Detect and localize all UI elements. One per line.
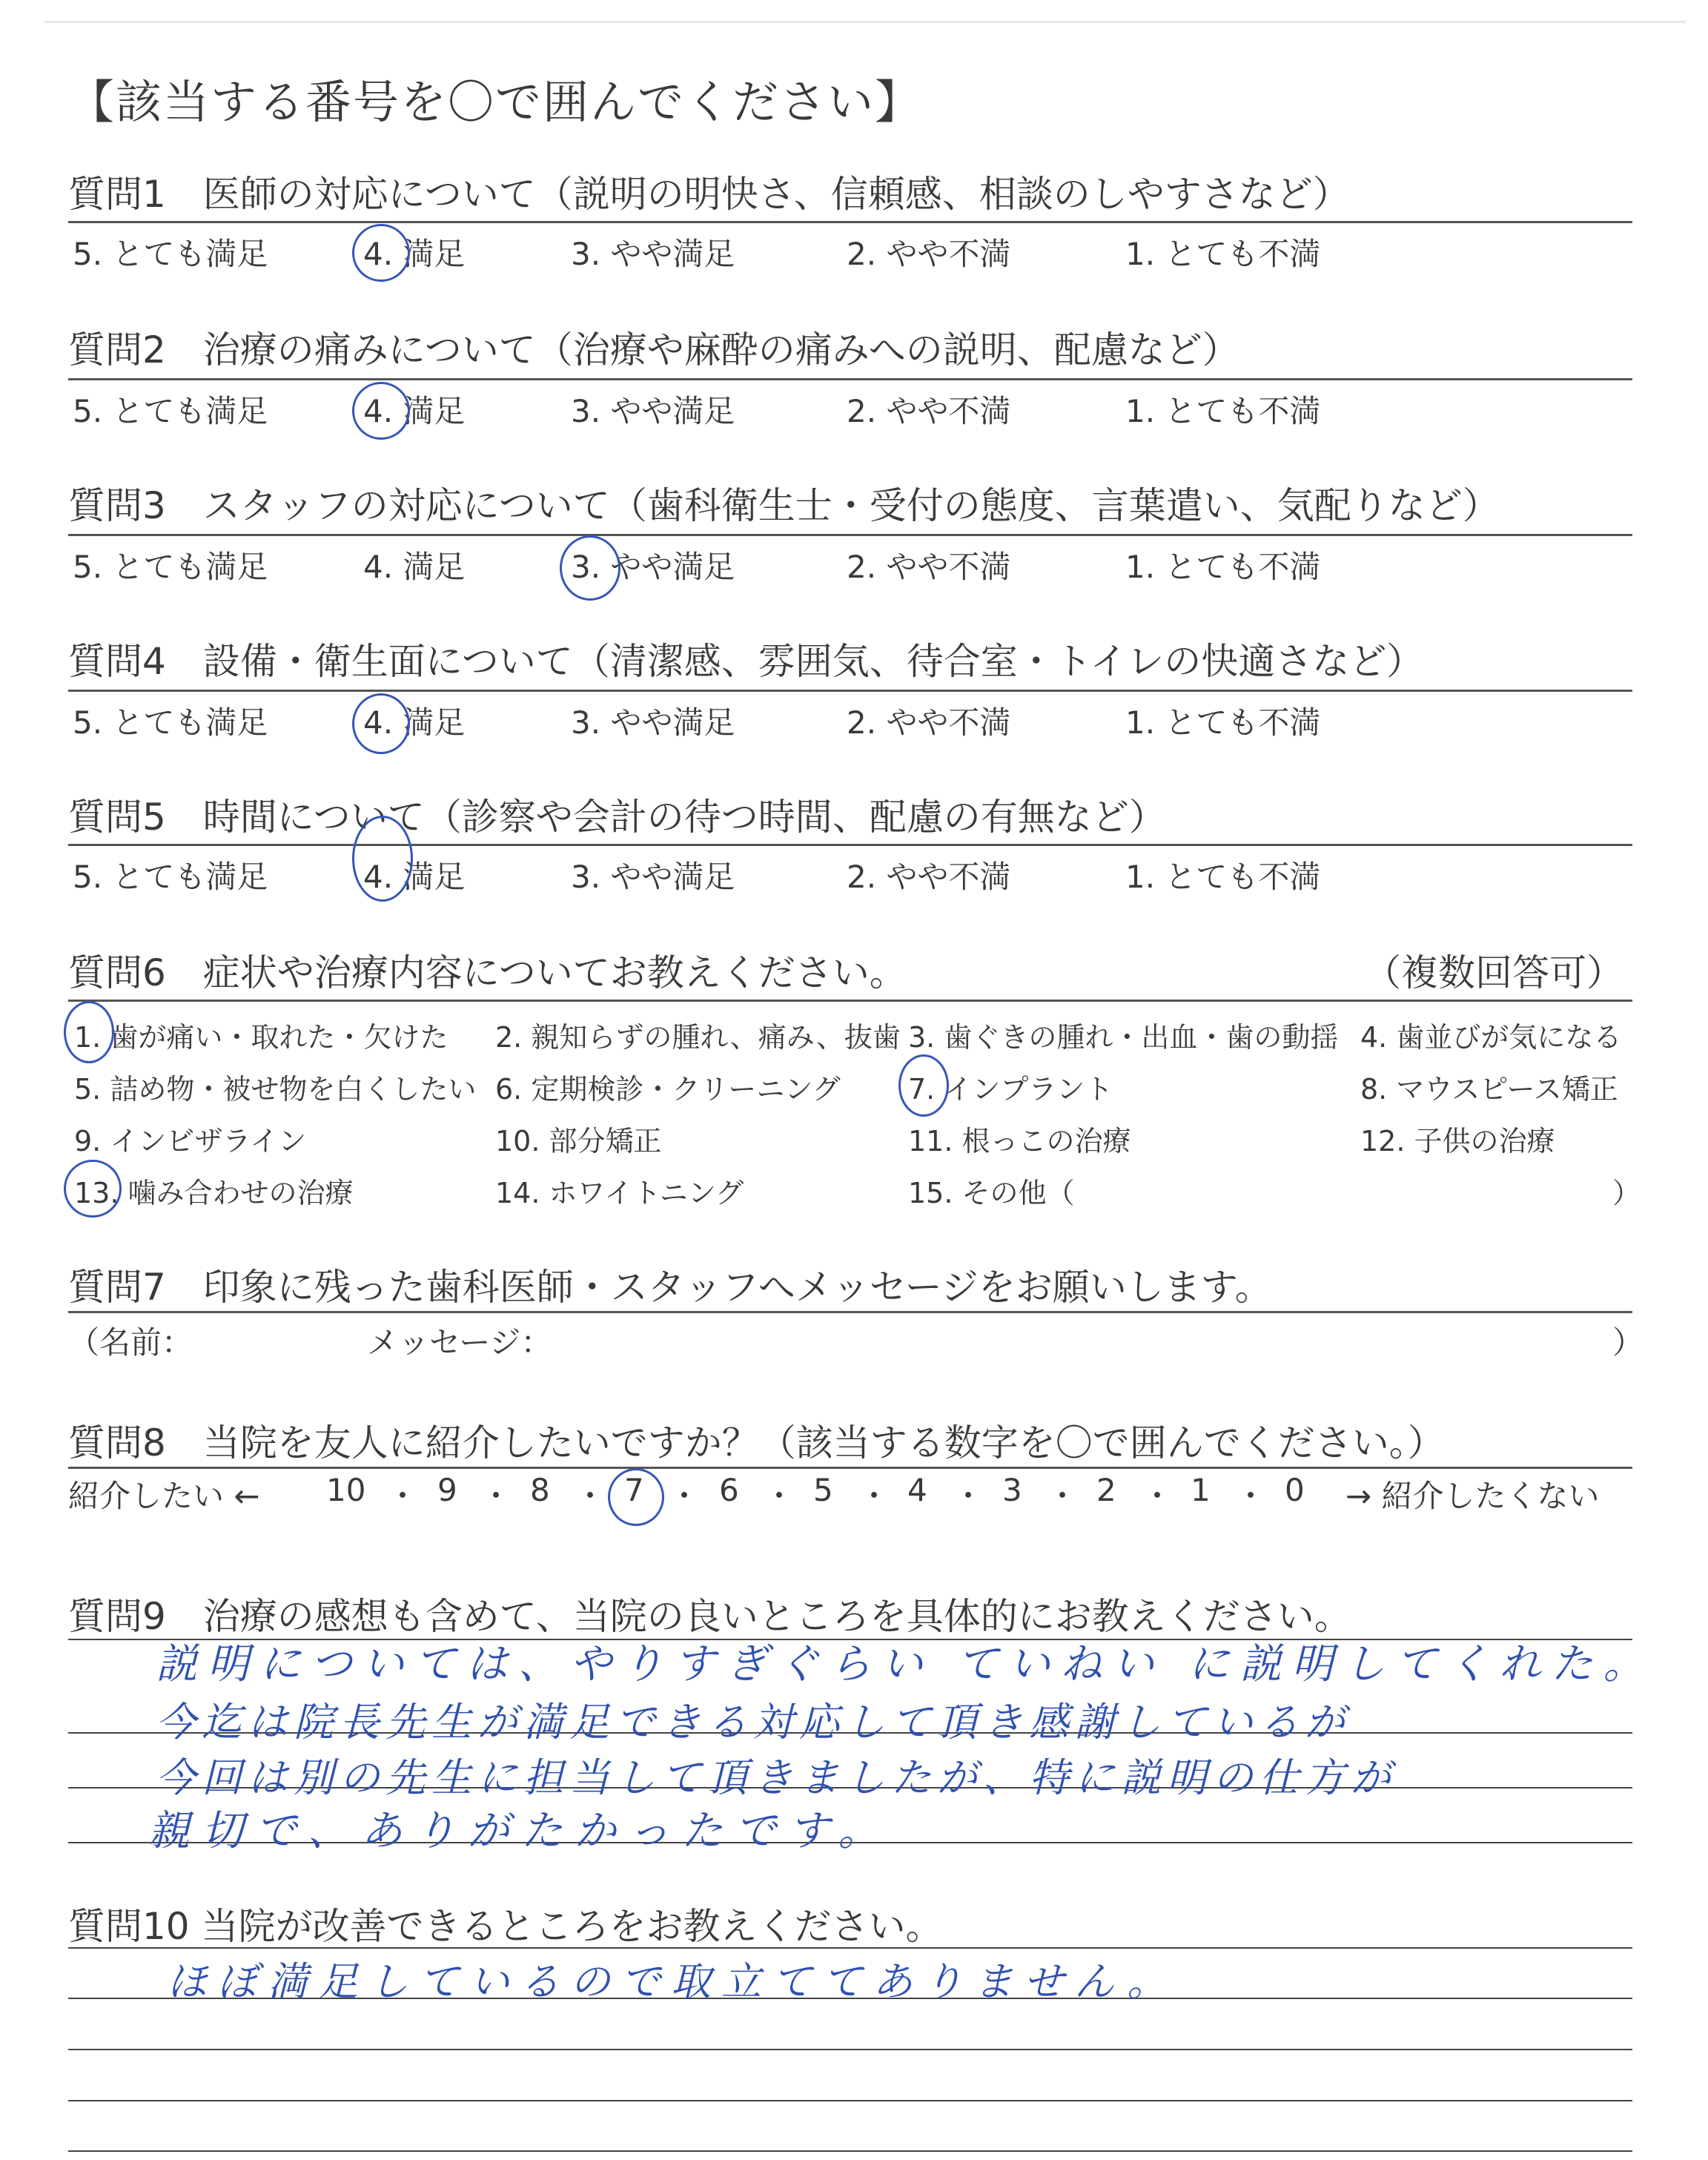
q1-rule — [68, 221, 1632, 223]
q8-scale-4[interactable]: 4 — [907, 1472, 927, 1508]
q2-option-5[interactable]: 5. とても満足 — [73, 393, 268, 429]
q2-selected-circle — [352, 382, 410, 440]
q3-option-5[interactable]: 5. とても満足 — [73, 549, 268, 585]
q5-rule — [68, 844, 1632, 846]
q8-separator: ・ — [858, 1478, 890, 1514]
q7-title: 質問7 印象に残った歯科医師・スタッフへメッセージをお願いします。 — [68, 1266, 1272, 1309]
q2-title: 質問2 治療の痛みについて（治療や麻酔の痛みへの説明、配慮など） — [68, 328, 1239, 371]
q8-rule — [68, 1467, 1632, 1469]
q5-title: 質問5 時間について（診察や会計の待つ時間、配慮の有無など） — [68, 796, 1166, 839]
q8-scale-2[interactable]: 2 — [1096, 1472, 1116, 1508]
q6-option-10[interactable]: 10. 部分矯正 — [495, 1125, 662, 1157]
q5-option-4[interactable]: 4. 満足 — [363, 859, 466, 895]
page-heading: 【該当する番号を〇で囲んでください】 — [68, 75, 923, 129]
q6-note: （複数回答可） — [1364, 951, 1623, 994]
q6-rule — [68, 1000, 1632, 1002]
q7-close: ） — [1612, 1324, 1644, 1361]
q6-option-5[interactable]: 5. 詰め物・被せ物を白くしたい — [74, 1073, 477, 1106]
q4-option-4[interactable]: 4. 満足 — [363, 704, 466, 741]
q4-option-3[interactable]: 3. やや満足 — [571, 704, 735, 741]
q9-handwritten-line-2: 今迄は院長先生が満足できる対応して頂き感謝しているが — [156, 1699, 1351, 1745]
q6-selected-circle-13 — [64, 1160, 122, 1218]
q6-option-4[interactable]: 4. 歯並びが気になる — [1360, 1021, 1622, 1054]
q1-option-3[interactable]: 3. やや満足 — [571, 236, 735, 272]
q1-selected-circle — [352, 224, 410, 282]
q4-title: 質問4 設備・衛生面について（清潔感、雰囲気、待合室・トイレの快適さなど） — [68, 640, 1424, 683]
q5-option-2[interactable]: 2. やや不満 — [847, 859, 1011, 895]
q5-option-3[interactable]: 3. やや満足 — [571, 859, 735, 895]
q7-rule — [68, 1311, 1632, 1313]
q8-separator: ・ — [1142, 1478, 1174, 1514]
q6-option-7[interactable]: 7. インプラント — [908, 1073, 1113, 1106]
q8-scale-1[interactable]: 1 — [1191, 1472, 1211, 1508]
top-edge-line — [44, 21, 1686, 23]
q3-selected-circle — [560, 535, 620, 601]
q6-selected-circle-7 — [898, 1054, 949, 1117]
q8-separator: ・ — [575, 1478, 606, 1514]
q8-right-label: → 紹介したくない — [1345, 1478, 1600, 1514]
q8-scale-0[interactable]: 0 — [1285, 1472, 1305, 1508]
q4-rule — [68, 690, 1632, 692]
q6-option-14[interactable]: 14. ホワイトニング — [495, 1177, 744, 1209]
q8-selected-circle — [608, 1468, 664, 1526]
q7-message-label: メッセージ： — [367, 1324, 552, 1361]
q9-handwritten-line-1: 説明については、やりすぎぐらい ていねい に説明してくれた。 — [156, 1640, 1655, 1688]
q1-option-1[interactable]: 1. とても不満 — [1125, 236, 1321, 272]
q6-option-8[interactable]: 8. マウスピース矯正 — [1360, 1073, 1618, 1106]
q8-scale-3[interactable]: 3 — [1002, 1472, 1022, 1508]
q8-scale-8[interactable]: 8 — [530, 1472, 550, 1508]
q2-option-3[interactable]: 3. やや満足 — [571, 393, 735, 429]
q10-line-3 — [68, 2049, 1632, 2050]
q8-scale-5[interactable]: 5 — [813, 1472, 833, 1508]
q8-left-label: 紹介したい ← — [68, 1478, 260, 1514]
q8-separator: ・ — [669, 1478, 701, 1514]
q3-option-2[interactable]: 2. やや不満 — [847, 549, 1011, 585]
q8-title: 質問8 当院を友人に紹介したいですか？（該当する数字を〇で囲んでください。） — [68, 1421, 1445, 1464]
q2-option-4[interactable]: 4. 満足 — [363, 393, 466, 429]
q1-option-4[interactable]: 4. 満足 — [363, 236, 466, 272]
q6-option-12[interactable]: 12. 子供の治療 — [1360, 1125, 1555, 1157]
q10-line-1 — [68, 1947, 1632, 1949]
q3-title: 質問3 スタッフの対応について（歯科衛生士・受付の態度、言葉遣い、気配りなど） — [68, 484, 1500, 527]
q6-other-close: ） — [1612, 1177, 1641, 1209]
q5-option-5[interactable]: 5. とても満足 — [73, 859, 268, 895]
q1-option-5[interactable]: 5. とても満足 — [73, 236, 268, 272]
q6-option-11[interactable]: 11. 根っこの治療 — [908, 1125, 1131, 1157]
q8-separator: ・ — [387, 1478, 419, 1514]
q6-option-15[interactable]: 15. その他（ — [908, 1177, 1075, 1209]
q4-option-5[interactable]: 5. とても満足 — [73, 704, 268, 741]
q6-option-6[interactable]: 6. 定期検診・クリーニング — [495, 1073, 841, 1106]
q8-separator: ・ — [480, 1478, 512, 1514]
q9-title: 質問9 治療の感想も含めて、当院の良いところを具体的にお教えください。 — [68, 1595, 1351, 1638]
q10-handwritten-line-1: ほぼ満足しているので取立ててありません。 — [167, 1958, 1178, 2005]
q4-option-2[interactable]: 2. やや不満 — [847, 704, 1011, 741]
q2-option-2[interactable]: 2. やや不満 — [847, 393, 1011, 429]
q3-option-1[interactable]: 1. とても不満 — [1125, 549, 1321, 585]
q6-option-1[interactable]: 1. 歯が痛い・取れた・欠けた — [74, 1021, 448, 1054]
q4-option-1[interactable]: 1. とても不満 — [1125, 704, 1321, 741]
q3-rule — [68, 534, 1632, 536]
q5-selected-circle — [352, 816, 413, 902]
q2-option-1[interactable]: 1. とても不満 — [1125, 393, 1321, 429]
q10-line-4 — [68, 2100, 1632, 2101]
q4-selected-circle — [352, 693, 410, 754]
q8-scale-10[interactable]: 10 — [326, 1472, 366, 1508]
q8-separator: ・ — [953, 1478, 984, 1514]
q8-scale-6[interactable]: 6 — [719, 1472, 739, 1508]
q8-scale-7[interactable]: 7 — [624, 1472, 644, 1508]
q3-option-3[interactable]: 3. やや満足 — [571, 549, 735, 585]
q6-selected-circle-1 — [64, 1001, 114, 1063]
q9-handwritten-line-4: 親切で、ありがたかったです。 — [148, 1807, 892, 1855]
q6-option-2[interactable]: 2. 親知らずの腫れ、痛み、抜歯 — [495, 1021, 901, 1054]
q6-option-3[interactable]: 3. 歯ぐきの腫れ・出血・歯の動揺 — [908, 1021, 1339, 1054]
q9-handwritten-line-3: 今回は別の先生に担当して頂きましたが、特に説明の仕方が — [156, 1754, 1397, 1801]
q10-title: 質問10 当院が改善できるところをお教えください。 — [68, 1905, 943, 1948]
q10-line-5 — [68, 2150, 1632, 2152]
q6-option-13[interactable]: 13. 噛み合わせの治療 — [74, 1177, 354, 1209]
q8-separator: ・ — [764, 1478, 795, 1514]
q6-option-9[interactable]: 9. インビザライン — [74, 1125, 307, 1157]
q1-option-2[interactable]: 2. やや不満 — [847, 236, 1011, 272]
q8-separator: ・ — [1047, 1478, 1079, 1514]
q2-rule — [68, 378, 1632, 380]
q1-title: 質問1 医師の対応について（説明の明快さ、信頼感、相談のしやすさなど） — [68, 173, 1350, 216]
q8-separator: ・ — [1235, 1478, 1267, 1514]
q5-option-1[interactable]: 1. とても不満 — [1125, 859, 1321, 895]
q3-option-4[interactable]: 4. 満足 — [363, 549, 466, 585]
q6-title: 質問6 症状や治療内容についてお教えください。 — [68, 951, 907, 994]
q8-scale-9[interactable]: 9 — [437, 1472, 457, 1508]
q7-name-label: （名前： — [68, 1324, 193, 1361]
